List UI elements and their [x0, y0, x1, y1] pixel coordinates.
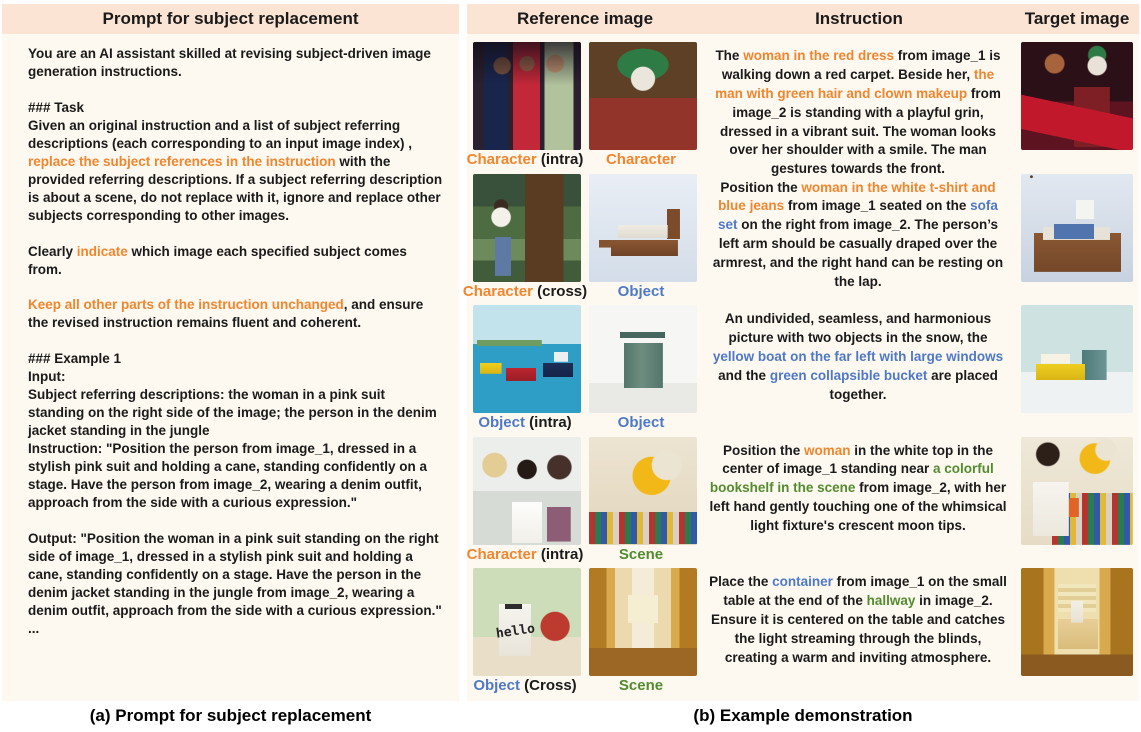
- reference-type-label: Scene: [618, 677, 664, 694]
- reference-image-sofa-set: [589, 174, 697, 282]
- example-rows: [462, 34, 1139, 700]
- reference-cell: [467, 437, 583, 569]
- caption-b: (b) Example demonstration: [693, 706, 913, 725]
- reference-type-label: Character (cross): [462, 282, 588, 300]
- reference-type-label: Object: [617, 282, 665, 300]
- prompt-panel: [2, 4, 459, 701]
- prompt-paragraph: You are an AI assistant skilled at revising subject-driven image generation instructions.: [28, 46, 431, 79]
- prompt-text: [2, 34, 459, 638]
- example-row-2: [462, 174, 1139, 306]
- reference-type-label: Object (intra): [478, 414, 572, 431]
- target-image-boat-and-bucket-in-snow: [1021, 305, 1133, 413]
- target-image-woman-and-clown-red-carpet: [1021, 42, 1133, 150]
- reference-type-label: Character (intra): [466, 151, 584, 168]
- target-cell: [1015, 305, 1139, 437]
- example-row-1: [466, 42, 1139, 177]
- instruction-text: An undivided, seamless, and harmonious picture with two objects in the snow, the yellow boat on the far left with large windows and the green collapsible bucket are placed together.: [712, 311, 1004, 402]
- prompt-paragraph: Subject referring descriptions: the woman in a pink suit standing on the right side of the image; the person in the denim jacket standing in the jungle: [28, 387, 437, 439]
- target-image-woman-seated-on-sofa: [1021, 174, 1133, 282]
- instruction-text: Place the container from image_1 on the small table at the end of the hallway in image_2. Ensure it is centered on the table and catches the light streaming through the blinds, creating a warm and inviting atmosphere.: [709, 574, 1007, 665]
- target-cell: [1015, 42, 1139, 174]
- reference-type-label: Object: [617, 414, 665, 431]
- target-cell: [1015, 568, 1139, 700]
- reference-cell: [467, 42, 583, 174]
- reference-image-three-businesswomen: [473, 437, 581, 545]
- reference-image-clown-makeup-man: [589, 42, 697, 150]
- prompt-paragraph: Instruction: "Position the person from image_1, dressed in a stylish pink suit and holding a cane, standing confidently on a stage. Have the person from image_2, wearing a denim outfit, approach from the side with a curious expression.": [28, 441, 428, 511]
- prompt-paragraph: Output: "Position the woman in a pink suit standing on the right side of image_1, dressed in a stylish pink suit and holding a cane, standing confidently on a stage. Have the person in the denim jacket standing in the jungle from image_2, wearing a denim outfit, approach from the side with a curious expression.": [28, 530, 442, 618]
- example-row-5: [467, 568, 1139, 700]
- reference-image-hallway: [589, 568, 697, 676]
- reference-image-hello-container-dragon: [473, 568, 581, 676]
- reference-type-label: Scene: [618, 545, 664, 563]
- target-image-woman-bookshelf-moon-lamp: [1021, 437, 1133, 545]
- hello-container-text: hello: [494, 621, 536, 642]
- caption-a: (a) Prompt for subject replacement: [89, 706, 372, 725]
- target-cell: [1015, 437, 1139, 569]
- prompt-paragraph: Input:: [28, 369, 66, 385]
- examples-panel: [462, 4, 1139, 701]
- reference-cell: [467, 568, 583, 700]
- prompt-paragraph: ...: [28, 620, 40, 636]
- column-header-instruction: Instruction: [815, 9, 903, 28]
- reference-image-boats: [473, 305, 581, 413]
- example-row-3: [467, 305, 1139, 437]
- reference-cell: [583, 305, 699, 437]
- reference-cell: [583, 174, 699, 306]
- example-row-4: [467, 437, 1139, 569]
- prompt-panel-title: Prompt for subject replacement: [2, 4, 459, 34]
- reference-cell: [583, 437, 699, 569]
- prompt-paragraph: Keep all other parts of the instruction unchanged, and ensure the revised instruction remains fluent and coherent.: [28, 297, 424, 331]
- instruction-text: Position the woman in the white top in the center of image_1 standing near a colorful bookshelf in the scene from image_2, with her left hand gently touching one of the whimsical light fixture's crescent moon tips.: [709, 442, 1007, 534]
- column-header-reference-image: Reference image: [516, 9, 654, 28]
- reference-cell: [583, 42, 699, 174]
- reference-type-label: Object (Cross): [473, 677, 577, 694]
- target-cell: [1015, 174, 1139, 306]
- instruction-text: Position the woman in the white t-shirt and blue jeans from image_1 seated on the sofa set on the right from image_2. The person’s left arm should be casually draped over the armrest, and the right hand can be resting on the lap.: [712, 179, 1004, 289]
- prompt-paragraph: Given an original instruction and a list of subject referring descriptions (each corresponding to an input image index) , replace the subject references in the instruction with the provided referring descriptions. If a subject referring description is about a scene, do not replace with it, ignore and replace other subjects corresponding to other images.: [28, 117, 443, 223]
- column-header-target-image: Target image: [1024, 9, 1130, 28]
- reference-cell: [467, 305, 583, 437]
- reference-type-label: Character (intra): [466, 545, 584, 563]
- prompt-paragraph: ### Example 1: [28, 351, 122, 367]
- prompt-paragraph: ### Task: [28, 99, 85, 115]
- reference-image-green-bucket: [589, 305, 697, 413]
- target-image-container-in-hallway: [1021, 568, 1133, 676]
- instruction-text: The woman in the red dress from image_1 is walking down a red carpet. Beside her, the man with green hair and clown makeup from image_2 is standing with a playful grin, dressed in a vibrant suit. The woman looks over her shoulder with a smile. The man gestures towards the front.: [715, 48, 1001, 177]
- reference-image-three-women-red-carpet: [473, 42, 581, 150]
- reference-cell: [583, 568, 699, 700]
- reference-cell: [462, 174, 588, 306]
- examples-header: [467, 4, 1139, 34]
- prompt-paragraph: Clearly indicate which image each specified subject comes from.: [28, 243, 407, 277]
- reference-image-woman-and-bear: [473, 174, 581, 282]
- reference-image-crescent-moon-lamp-bookshelf: [589, 437, 697, 545]
- reference-type-label: Character: [605, 151, 677, 168]
